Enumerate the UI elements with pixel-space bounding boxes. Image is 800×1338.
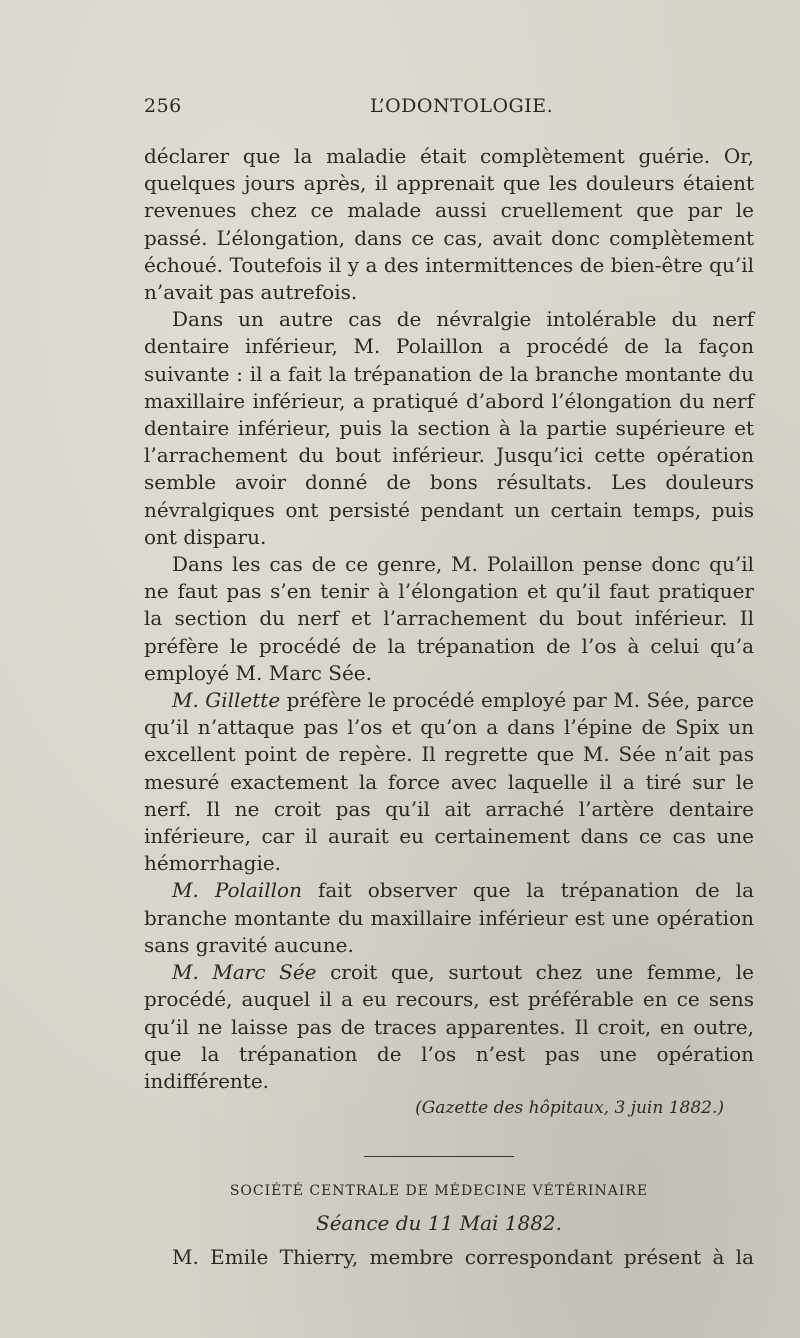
book-page: [144, 95, 754, 1269]
paragraph-polaillon-opinion: Dans les cas de ce genre, M. Polaillon pense donc qu’il ne faut pas s’en tenir à l’élongation et qu’il faut pratiquer la section du nerf et l’arrachement du bout inférieur. Il préfère le procédé de la trépanation de l’os à celui qu’a employé M. Marc Sée.: [144, 552, 754, 685]
body-text: [144, 143, 754, 1095]
paragraph-polaillon-case: Dans un autre cas de névralgie intolérable du nerf dentaire inférieur, M. Polaillon a procédé de la façon suivante : il a fait la trépanation de la branche montante du maxillaire inférieur, a pratiqué d’abord l’élongation du nerf dentaire inférieur, puis la section à la partie supérieure et l’arrachement du bout inférieur. Jusqu’ici cette opération semble avoir donné de bons résultats. Les douleurs névralgiques ont persisté pendant un certain temps, puis ont disparu.: [144, 307, 754, 549]
section-first-line: M. Emile Thierry, membre correspondant présent à la: [172, 1245, 754, 1270]
paragraph-marc-see: [144, 959, 754, 1095]
speaker-polaillon: M. Polaillon: [172, 878, 302, 903]
session-date: Séance du 11 Mai 1882.: [316, 1211, 562, 1236]
polaillon-remarks: fait observer que la trépanation de la branche montante du maxillaire inférieur est une opération sans gravité aucune.: [144, 878, 754, 957]
section-divider: [364, 1156, 514, 1157]
marc-see-remarks: croit que, surtout chez une femme, le procédé, auquel il a eu recours, est préférable en ce sens qu’il ne laisse pas de traces apparentes. Il croit, en outre, que la trépanation de l’os n’est pas une opération indifférente.: [144, 960, 755, 1093]
running-head: [144, 95, 754, 123]
source-citation: (Gazette des hôpitaux, 3 juin 1882.): [415, 1098, 724, 1119]
section-heading: SOCIÉTÉ CENTRALE DE MÉDECINE VÉTÉRINAIRE: [229, 1183, 649, 1200]
speaker-gillette: M. Gillette: [172, 688, 281, 713]
gillette-remarks: préfère le procédé employé par M. Sée, parce qu’il n’attaque pas l’os et qu’on a dans l’épine de Spix un excellent point de repère. Il regrette que M. Sée n’ait pas mesuré exactement la force avec laquelle il a tiré sur le nerf. Il ne croit pas qu’il ait arraché l’artère dentaire inférieure, car il aurait eu certainement dans ce cas une hémorrhagie.: [144, 688, 755, 876]
speaker-marc-see: M. Marc Sée: [172, 960, 317, 985]
paragraph-polaillon-reply: [144, 877, 754, 959]
page-number: 256: [144, 95, 182, 117]
journal-title: L’ODONTOLOGIE.: [370, 95, 554, 117]
paragraph-continuation: déclarer que la maladie était complètement guérie. Or, quelques jours après, il apprenait que les douleurs étaient revenues chez ce malade aussi cruellement que par le passé. L’élongation, dans ce cas, avait donc complètement échoué. Toutefois il y a des intermittences de bien-être qu’il n’avait pas autrefois.: [144, 144, 754, 305]
paragraph-gillette: [144, 687, 754, 877]
